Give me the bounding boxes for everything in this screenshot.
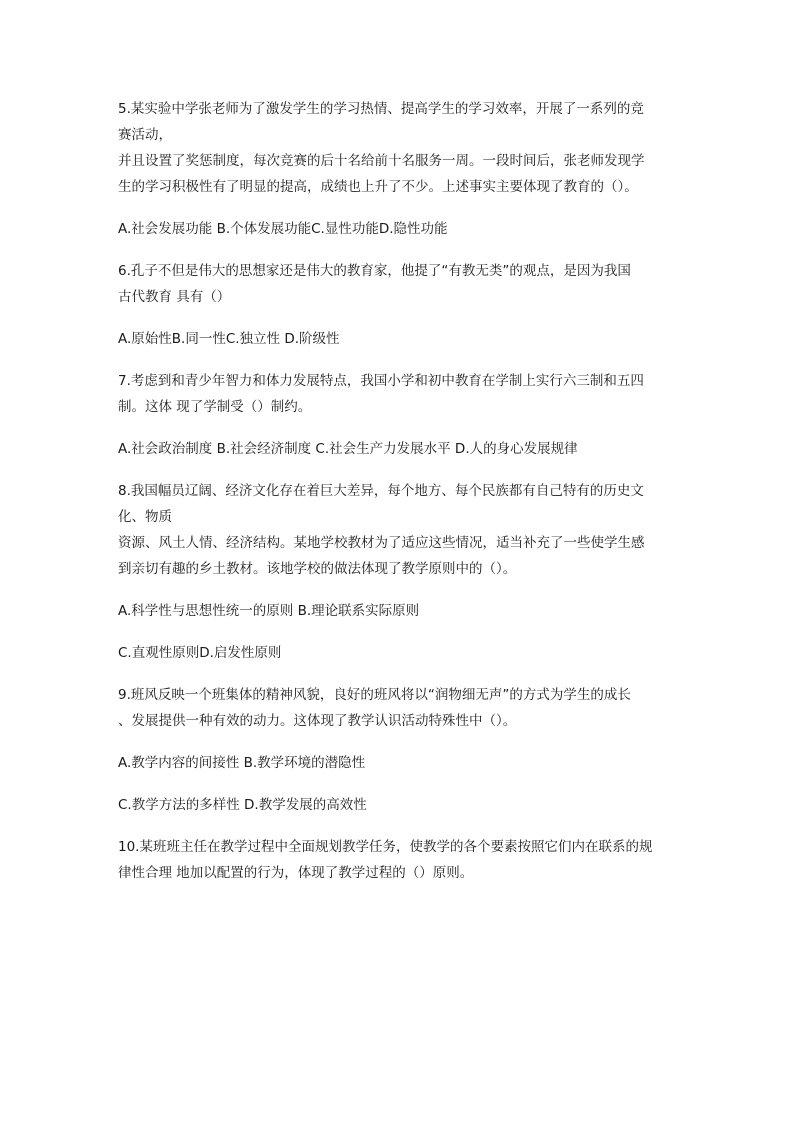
question-10 xyxy=(118,834,678,886)
question-text-line: 7.考虑到和青少年智力和体力发展特点，我国小学和初中教育在学制上实行六三制和五四 xyxy=(118,373,644,389)
answer-options: A.科学性与思想性统一的原则 B.理论联系实际原则 xyxy=(118,603,420,619)
answer-options: A.社会发展功能 B.个体发展功能C.显性功能D.隐性功能 xyxy=(118,221,448,237)
answer-options: A.教学内容的间接性 B.教学环境的潜隐性 xyxy=(118,755,366,771)
question-text-line: 制。这体 现了学制受（）制约。 xyxy=(118,399,312,415)
answer-options: A.社会政治制度 B.社会经济制度 C.社会生产力发展水平 D.人的身心发展规律 xyxy=(118,441,578,457)
question-text-line: 并且设置了奖惩制度，每次竞赛的后十名给前十名服务一周。一段时间后，张老师发现学 xyxy=(118,153,645,169)
question-text-line: 律性合理 地加以配置的行为，体现了教学过程的（）原则。 xyxy=(118,865,474,881)
question-8-options-c-d xyxy=(118,640,678,666)
question-8-options-a-b xyxy=(118,598,678,624)
question-7 xyxy=(118,368,678,420)
question-text-line: 化、物质 xyxy=(118,509,172,525)
question-text-line: 赛活动， xyxy=(118,127,172,143)
question-text-line: 、发展提供一种有效的动力。这体现了教学认识活动特殊性中（）。 xyxy=(118,713,517,729)
question-text-line: 古代教育 具有（） xyxy=(118,289,231,305)
question-text-line: 到亲切有趣的乡土教材。该地学校的做法体现了教学原则中的（）。 xyxy=(118,561,517,577)
question-8 xyxy=(118,478,678,582)
question-text-line: 10.某班班主任在教学过程中全面规划教学任务，使教学的各个要素按照它们内在联系的规 xyxy=(118,839,653,855)
question-7-options xyxy=(118,436,678,462)
question-9-options-a-b xyxy=(118,750,678,776)
answer-options: A.原始性B.同一性C.独立性 D.阶级性 xyxy=(118,331,340,347)
question-9-options-c-d xyxy=(118,792,678,818)
question-5-options xyxy=(118,216,678,242)
question-6 xyxy=(118,258,678,310)
answer-options: C.教学方法的多样性 D.教学发展的高效性 xyxy=(118,797,367,813)
question-text-line: 5.某实验中学张老师为了激发学生的学习热情、提高学生的学习效率，开展了一系列的竞 xyxy=(118,101,644,117)
document-page xyxy=(118,96,678,902)
question-text-line: 资源、风土人情、经济结构。某地学校教材为了适应这些情况，适当补充了一些使学生感 xyxy=(118,535,645,551)
question-9 xyxy=(118,682,678,734)
answer-options: C.直观性原则D.启发性原则 xyxy=(118,645,282,661)
question-text-line: 9.班风反映一个班集体的精神风貌，良好的班风将以“润物细无声”的方式为学生的成长 xyxy=(118,687,631,703)
question-5 xyxy=(118,96,678,200)
question-text-line: 6.孔子不但是伟大的思想家还是伟大的教育家，他提了“有教无类”的观点，是因为我国 xyxy=(118,263,631,279)
question-text-line: 生的学习积极性有了明显的提高，成绩也上升了不少。上述事实主要体现了教育的（）。 xyxy=(118,179,638,195)
question-text-line: 8.我国幅员辽阔、经济文化存在着巨大差异，每个地方、每个民族都有自己特有的历史文 xyxy=(118,483,644,499)
question-6-options xyxy=(118,326,678,352)
